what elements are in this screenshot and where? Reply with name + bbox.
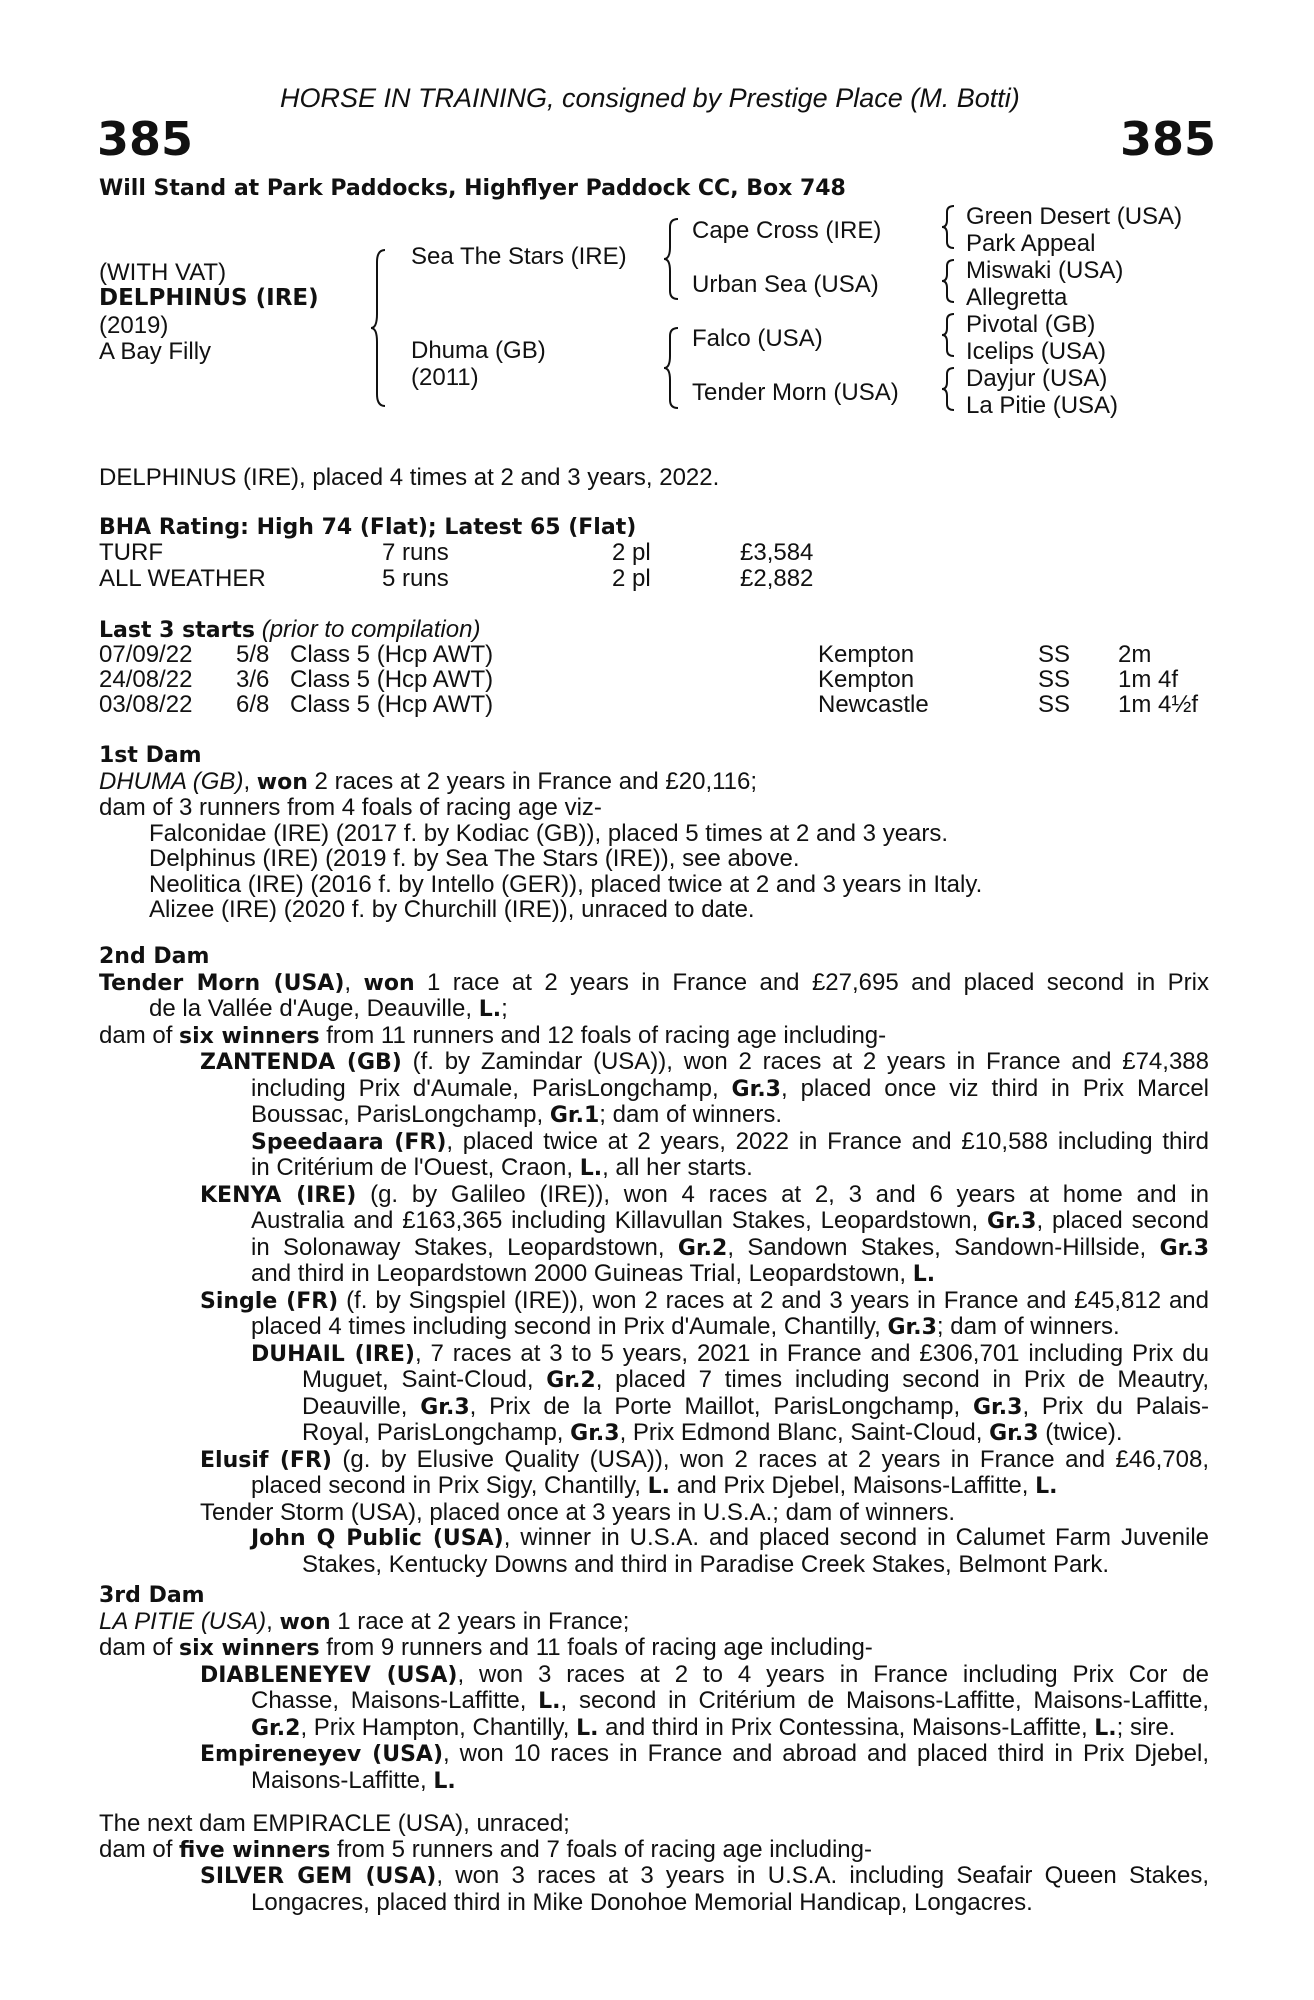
start-position: 3/6 (236, 666, 270, 693)
start-distance: 1m 4f (1118, 666, 1179, 693)
third-dam-produce (99, 1635, 1209, 1662)
grade-label: L. (579, 1156, 603, 1181)
second-dam-line (99, 996, 1209, 1023)
text-span: Australia and £163,365 including Killavullan Stakes, Leopardstown, (251, 1207, 987, 1234)
rating-placed: 2 pl (612, 539, 651, 566)
horse-name: DELPHINUS (IRE) (99, 285, 319, 311)
fourth-dam-produce (99, 1837, 1209, 1864)
foal-entry: Delphinus (IRE) (2019 f. by Sea The Stars (IRE)), see above. (149, 845, 800, 872)
produce-entry (99, 1715, 1209, 1742)
ds-sire: Pivotal (GB) (966, 311, 1096, 338)
brace-gen1 (369, 248, 393, 408)
text-span: , Sandown Stakes, Sandown-Hillside, (727, 1233, 1160, 1261)
brace-ds (940, 312, 960, 358)
rating-prize: £3,584 (740, 539, 814, 566)
lot-number-left: 385 (97, 112, 194, 166)
text-span: , Prix de la Porte Maillot, ParisLongchamp, (469, 1392, 973, 1420)
text-span: in Critérium de l'Ouest, Craon, (251, 1154, 580, 1181)
first-dam-produce: dam of 3 runners from 4 foals of racing age viz- (99, 794, 602, 821)
second-dam-name: Tender Morn (USA) (99, 970, 345, 996)
horse-name-bold: DIABLENEYEV (USA) (200, 1662, 458, 1688)
grade-label: Gr.3 (887, 1315, 937, 1340)
brace-dd (940, 366, 960, 412)
dam-name: Dhuma (GB) (411, 337, 546, 364)
horse-name-bold: Empireneyev (USA) (200, 1742, 444, 1767)
produce-entry (99, 1288, 1209, 1315)
text-span: Deauville, (302, 1392, 421, 1420)
horse-description: A Bay Filly (99, 338, 212, 365)
dd-dam: La Pitie (USA) (966, 392, 1119, 419)
grade-label: Gr.3 (1159, 1235, 1209, 1261)
lot-number-right: 385 (1120, 112, 1217, 166)
grade-label: L. (1035, 1474, 1058, 1499)
text-span: (g. by Galileo (IRE)), won 4 races at 2, 3 and 6 years at home and in (356, 1180, 1209, 1208)
text-span: from 11 runners and 12 foals of racing age including- (319, 1021, 887, 1049)
dam-sire: Falco (USA) (692, 325, 823, 352)
first-dam-name: DHUMA (GB) (99, 767, 244, 795)
produce-entry: Longacres, placed third in Mike Donohoe Memorial Handicap, Longacres. (251, 1888, 1033, 1916)
text-span: Muguet, Saint-Cloud, (302, 1366, 547, 1393)
grade-label: Gr.3 (420, 1394, 470, 1420)
start-position: 6/8 (236, 691, 270, 718)
rating-prize: £2,882 (740, 565, 814, 592)
vat-note: (WITH VAT) (99, 259, 227, 286)
text-span: Chasse, Maisons-Laffitte, (251, 1687, 539, 1714)
dd-sire: Dayjur (USA) (966, 365, 1108, 392)
produce-entry (99, 1261, 1209, 1288)
text-span: , 7 races at 3 to 5 years, 2021 in France and £306,701 including Prix du (414, 1339, 1209, 1367)
produce-entry (99, 1688, 1209, 1715)
produce-entry (99, 1235, 1209, 1262)
consignment-header: HORSE IN TRAINING, consigned by Prestige Place (M. Botti) (280, 83, 1020, 113)
produce-entry (99, 1447, 1209, 1474)
produce-entry (99, 1341, 1209, 1368)
text-span: (f. by Singspiel (IRE)), won 2 races at 2 and 3 years in France and £45,812 and (338, 1286, 1210, 1314)
brace-ss (940, 204, 960, 250)
third-dam-section (99, 1583, 1209, 1794)
start-course: Kempton (818, 641, 915, 668)
text-span: , Prix Edmond Blanc, Saint-Cloud, (619, 1419, 990, 1446)
grade-label: L. (478, 997, 502, 1022)
start-distance: 2m (1118, 641, 1152, 668)
text-span: Royal, ParisLongchamp, (302, 1419, 571, 1446)
grade-label: Gr.3 (570, 1421, 620, 1446)
text-span: , (243, 767, 257, 795)
second-dam-section (99, 944, 1209, 1577)
brace-dam (662, 326, 684, 410)
produce-entry (99, 1662, 1209, 1689)
race-summary: DELPHINUS (IRE), placed 4 times at 2 and 3 years, 2022. (99, 464, 720, 491)
text-span: placed 4 times including second in Prix d'Aumale, Chantilly, (251, 1313, 888, 1340)
start-distance: 1m 4½f (1118, 691, 1199, 718)
text-span: ; sire. (1116, 1713, 1176, 1741)
produce-entry (99, 1182, 1209, 1209)
grade-label: L. (576, 1715, 599, 1741)
grade-label: Gr.2 (251, 1715, 301, 1741)
horse-name-bold: Speedaara (FR) (251, 1129, 447, 1155)
grade-label: Gr.1 (549, 1103, 600, 1128)
foal-entry: Neolitica (IRE) (2016 f. by Intello (GER)), placed twice at 2 and 3 years in Italy. (149, 870, 983, 898)
text-span: dam of (99, 1835, 180, 1863)
horse-name-bold: SILVER GEM (USA) (200, 1864, 437, 1889)
foal-entry: Alizee (IRE) (2020 f. by Churchill (IRE)), unraced to date. (149, 896, 755, 923)
rating-runs: 5 runs (382, 565, 449, 592)
text-span: , Prix Hampton, Chantilly, (300, 1713, 577, 1741)
ss-dam: Park Appeal (966, 230, 1096, 257)
starts-title: Last 3 starts (99, 618, 256, 643)
winners-count: six winners (179, 1636, 320, 1661)
start-class: Class 5 (Hcp AWT) (290, 641, 494, 668)
third-dam-name: LA PITIE (USA) (99, 1607, 267, 1635)
second-dam-line (99, 970, 1209, 997)
stand-location: Will Stand at Park Paddocks, Highflyer Paddock CC, Box 748 (99, 176, 846, 201)
text-span: , placed twice at 2 years, 2022 in France and £10,588 including third (446, 1127, 1210, 1155)
text-span: , all her starts. (602, 1154, 753, 1181)
sire-dam: Urban Sea (USA) (692, 271, 879, 298)
winners-count: five winners (179, 1837, 331, 1863)
rating-runs: 7 runs (382, 539, 449, 566)
grade-label: Gr.3 (989, 1421, 1039, 1446)
produce-entry (99, 1367, 1209, 1394)
text-span: 2 races at 2 years in France and £20,116; (307, 767, 758, 795)
starts-subtitle: (prior to compilation) (261, 616, 481, 643)
grade-label: Gr.3 (987, 1209, 1037, 1234)
rating-surface: TURF (99, 539, 163, 566)
produce-entry: Tender Storm (USA), placed once at 3 years in U.S.A.; dam of winners. (200, 1498, 955, 1526)
text-span: , won 3 races at 2 to 4 years in France including Prix Cor de (457, 1660, 1209, 1688)
text-span: (twice). (1038, 1419, 1123, 1446)
fourth-dam-section (99, 1811, 1209, 1915)
produce-entry (99, 1076, 1209, 1103)
grade-label: Gr.2 (677, 1235, 728, 1261)
text-span: , (266, 1607, 280, 1635)
produce-entry (99, 1525, 1209, 1552)
horse-name-bold: Single (FR) (200, 1288, 339, 1314)
grade-label: L. (912, 1262, 936, 1287)
first-dam-heading: 1st Dam (99, 743, 202, 768)
horse-name-bold: Elusif (FR) (200, 1447, 332, 1473)
won-label: won (363, 970, 415, 996)
produce-entry (99, 1208, 1209, 1235)
grade-label: L. (538, 1689, 561, 1714)
text-span: , won 10 races in France and abroad and placed third in Prix Djebel, (443, 1740, 1210, 1767)
horse-name-bold: DUHAIL (IRE) (251, 1341, 415, 1367)
grade-label: Gr.3 (731, 1076, 781, 1102)
start-course: Newcastle (818, 691, 929, 718)
horse-name-bold: John Q Public (USA) (251, 1526, 504, 1551)
text-span: ; (501, 995, 508, 1022)
ss-sire: Green Desert (USA) (966, 203, 1183, 230)
sire-name: Sea The Stars (IRE) (411, 243, 627, 270)
produce-entry (99, 1768, 1209, 1795)
produce-entry (99, 1473, 1209, 1500)
bha-rating: BHA Rating: High 74 (Flat); Latest 65 (Flat) (99, 515, 637, 540)
text-span: , second in Critérium de Maisons-Laffitte, Maisons-Laffitte, (560, 1687, 1209, 1714)
grade-label: L. (647, 1474, 671, 1499)
grade-label: Gr.3 (973, 1394, 1023, 1420)
text-span: , placed second (1036, 1207, 1209, 1234)
text-span: dam of (99, 1634, 180, 1661)
produce-entry (99, 1394, 1209, 1421)
text-span: , winner in U.S.A. and placed second in Calumet Farm Juvenile (503, 1524, 1209, 1551)
start-going: SS (1038, 666, 1071, 693)
foal-entry: Falconidae (IRE) (2017 f. by Kodiac (GB)), placed 5 times at 2 and 3 years. (149, 819, 949, 847)
text-span: in Solonaway Stakes, Leopardstown, (251, 1233, 678, 1261)
third-dam-heading: 3rd Dam (99, 1583, 205, 1608)
produce-entry: Stakes, Kentucky Downs and third in Paradise Creek Stakes, Belmont Park. (302, 1550, 1110, 1578)
brace-sire (662, 217, 684, 301)
produce-entry (99, 1420, 1209, 1447)
text-span: , placed once viz third in Prix Marcel (780, 1074, 1209, 1102)
text-span: de la Vallée d'Auge, Deauville, (149, 995, 479, 1022)
text-span: , won 3 races at 3 years in U.S.A. including Seafair Queen Stakes, (436, 1862, 1210, 1889)
foaling-year: (2019) (99, 312, 169, 339)
start-class: Class 5 (Hcp AWT) (290, 691, 494, 718)
text-span: ; dam of winners. (936, 1313, 1120, 1340)
brace-sd (940, 258, 960, 304)
text-span: (g. by Elusive Quality (USA)), won 2 races at 2 years in France and £46,708, (331, 1445, 1209, 1473)
second-dam-produce (99, 1023, 1209, 1050)
produce-entry (99, 1129, 1209, 1156)
text-span: ; dam of winners. (599, 1101, 783, 1128)
text-span: 1 race at 2 years in France and £27,695 and placed second in Prix (414, 968, 1210, 996)
produce-entry (99, 1155, 1209, 1182)
text-span: and third in Prix Contessina, Maisons-Laffitte, (598, 1713, 1095, 1741)
text-span: , placed 7 times including second in Prix de Meautry, (595, 1366, 1209, 1393)
start-date: 03/08/22 (99, 691, 193, 718)
text-span: Boussac, ParisLongchamp, (251, 1101, 550, 1128)
dam-year: (2011) (411, 364, 479, 391)
dam-dam: Tender Morn (USA) (692, 379, 899, 406)
winners-count: six winners (179, 1023, 320, 1049)
third-dam-line (99, 1609, 1209, 1636)
ds-dam: Icelips (USA) (966, 338, 1107, 365)
text-span: from 5 runners and 7 foals of racing age including- (330, 1835, 872, 1863)
text-span: and third in Leopardstown 2000 Guineas Trial, Leopardstown, (251, 1260, 913, 1287)
text-span: and Prix Djebel, Maisons-Laffitte, (670, 1472, 1036, 1499)
rating-surface: ALL WEATHER (99, 565, 266, 592)
grade-label: L. (433, 1768, 456, 1794)
text-span: 1 race at 2 years in France; (330, 1607, 630, 1635)
start-course: Kempton (818, 666, 915, 693)
start-date: 24/08/22 (99, 666, 193, 693)
text-span: placed second in Prix Sigy, Chantilly, (251, 1472, 648, 1499)
sire-sire: Cape Cross (IRE) (692, 217, 882, 244)
text-span: Maisons-Laffitte, (251, 1766, 434, 1794)
produce-entry (99, 1741, 1209, 1768)
start-going: SS (1038, 641, 1071, 668)
start-going: SS (1038, 691, 1071, 718)
text-span: from 9 runners and 11 foals of racing age including- (319, 1634, 873, 1661)
sd-sire: Miswaki (USA) (966, 257, 1124, 284)
produce-entry (99, 1314, 1209, 1341)
grade-label: Gr.2 (546, 1368, 596, 1393)
second-dam-heading: 2nd Dam (99, 944, 210, 969)
text-span: , (344, 968, 364, 996)
won-label: won (279, 1609, 331, 1635)
produce-entry (99, 1863, 1209, 1890)
produce-entry (99, 1049, 1209, 1076)
fourth-dam-line: The next dam EMPIRACLE (USA), unraced; (99, 1810, 570, 1837)
start-date: 07/09/22 (99, 641, 193, 668)
horse-name-bold: ZANTENDA (GB) (200, 1050, 402, 1075)
text-span: (f. by Zamindar (USA)), won 2 races at 2 years in France and £74,388 (401, 1048, 1209, 1075)
sd-dam: Allegretta (966, 284, 1068, 311)
horse-name-bold: KENYA (IRE) (200, 1182, 357, 1208)
start-class: Class 5 (Hcp AWT) (290, 666, 494, 693)
produce-entry (99, 1102, 1209, 1129)
grade-label: L. (1094, 1715, 1117, 1741)
text-span: dam of (99, 1021, 180, 1049)
start-position: 5/8 (236, 641, 270, 668)
starts-heading (99, 617, 480, 644)
rating-placed: 2 pl (612, 565, 651, 592)
text-span: , Prix du Palais- (1022, 1392, 1209, 1420)
first-dam-line (99, 769, 1209, 796)
won-label: won (256, 769, 308, 795)
first-dam-section (99, 743, 1209, 923)
text-span: including Prix d'Aumale, ParisLongchamp, (251, 1074, 732, 1102)
